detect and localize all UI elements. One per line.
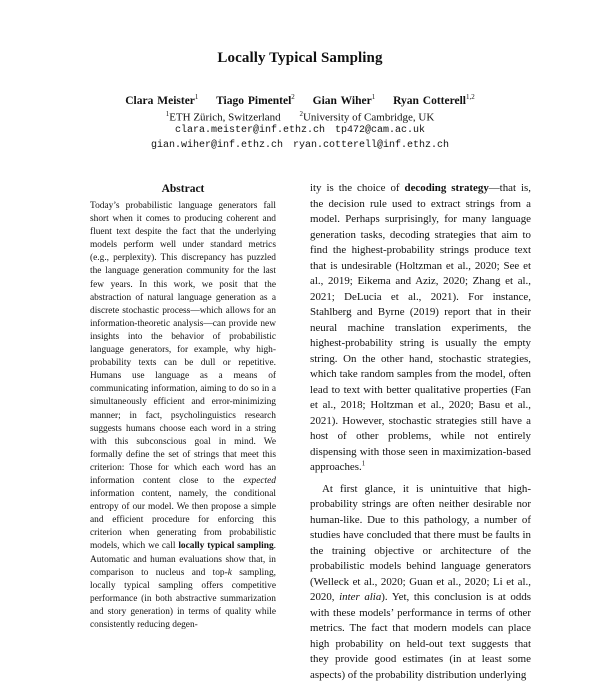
intro-text: ). Yet, this conclusion is at odds with these models’ performance in terms of other metrics. The fact that modern models can place high probability on held-out text suggests that they provide good estimates (in at least some aspects) of the probability distribution underlying <box>310 591 531 681</box>
intro-text: ity is the choice of <box>310 182 405 194</box>
affiliation-name: University of Cambridge, UK <box>303 112 434 124</box>
abstract-text: sampling, locally typical sampling offers competitive performance (in both abstractive summarization and story generation) in terms of quality while consistently reducing degen- <box>90 568 276 630</box>
abstract-text: . Automatic and human evaluations show that, in comparison to nucleus and top- <box>90 541 276 577</box>
intro-paragraph <box>310 181 531 476</box>
author-email: gian.wiher@inf.ethz.ch <box>151 140 283 151</box>
intro-text: —that is, the decision rule used to extract strings from a model. Perhaps surprisingly, for many language generation tasks, decoding strategies that aim to find the highest-probability strings produce text that is undesirable (Holtzman et al., 2020; See et al., 2019; Eikema and Aziz, 2020; Zhang et al., 2021; DeLucia et al., 2021). For instance, Stahlberg and Byrne (2019) report that in their neural machine translation experiments, the highest-probability string is usually the empty string. On the other hand, stochastic strategies, which take random samples from the model, often lead to text with better qualitative properties (Fan et al., 2018; Holtzman et al., 2020; Basu et al., 2021). However, stochastic strategies still have a host of other problems, while not entirely dispensing with those seen in maximization-based approaches. <box>310 182 531 473</box>
affiliations <box>0 110 600 124</box>
author-email: ryan.cotterell@inf.ethz.ch <box>293 140 449 151</box>
abstract-bold-term: locally typical sampling <box>178 541 273 551</box>
intro-paragraph <box>310 482 531 683</box>
abstract-text: information content, namely, the conditional entropy of our model. We then propose a simple and efficient procedure for enforcing this criterion when generating from probabilistic models, which we call <box>90 489 276 551</box>
author-list <box>0 93 600 107</box>
affiliation-name: ETH Zürich, Switzerland <box>169 112 281 124</box>
author-email: clara.meister@inf.ethz.ch <box>175 125 325 136</box>
intro-text: At first glance, it is unintuitive that high-probability strings are often neither desirable nor human-like. Due to this pathology, a number of studies have concluded that there must be faults in the training objective or architecture of the probabilistic models behind language generators (Welleck et al., 2020; Guan et al., 2020; Li et al., 2020, <box>310 483 531 604</box>
author-affil-marker: 1 <box>195 93 199 101</box>
abstract-emphasis: k <box>228 568 232 578</box>
author-affil-marker: 2 <box>291 93 295 101</box>
intro-column <box>310 181 531 683</box>
author-name: Ryan Cotterell <box>393 95 466 107</box>
intro-emphasis: inter alia <box>339 591 381 603</box>
affil-marker: 2 <box>299 110 303 118</box>
author-affil-marker: 1 <box>372 93 376 101</box>
author-name: Tiago Pimentel <box>216 95 291 107</box>
author-name: Gian Wiher <box>313 95 372 107</box>
author-name: Clara Meister <box>125 95 195 107</box>
author-affil-marker: 1,2 <box>466 93 475 101</box>
footnote-marker: 1 <box>362 459 366 467</box>
abstract-heading: Abstract <box>90 183 276 195</box>
email-row <box>0 125 600 136</box>
author-email: tp472@cam.ac.uk <box>335 125 425 136</box>
abstract-emphasis: expected <box>243 476 276 486</box>
abstract-text: Today’s probabilistic language generators fall short when it comes to producing coherent and fluent text despite the fact that the underlying models perform well under standard metrics (e.g., perplexity). This discrepancy has puzzled the language generation community for the last few years. In this work, we posit that the abstraction of natural language generation as a discrete stochastic process—which allows for an information-theoretic analysis—can provide new insights into the behavior of probabilistic language generators, for example, why high-probability texts can be dull or repetitive. Humans use language as a means of communicating information, aiming to do so in a simultaneously efficient and error-minimizing manner; in fact, psycholinguistics research suggests humans choose each word in a string with this subconscious goal in mind. We formally define the set of strings that meet this criterion: Those for which each word has an information content close to the <box>90 201 276 486</box>
intro-bold-term: decoding strategy <box>405 182 489 194</box>
paper-title: Locally Typical Sampling <box>0 50 600 67</box>
abstract-body <box>90 200 276 632</box>
email-row <box>0 140 600 151</box>
affil-marker: 1 <box>166 110 170 118</box>
